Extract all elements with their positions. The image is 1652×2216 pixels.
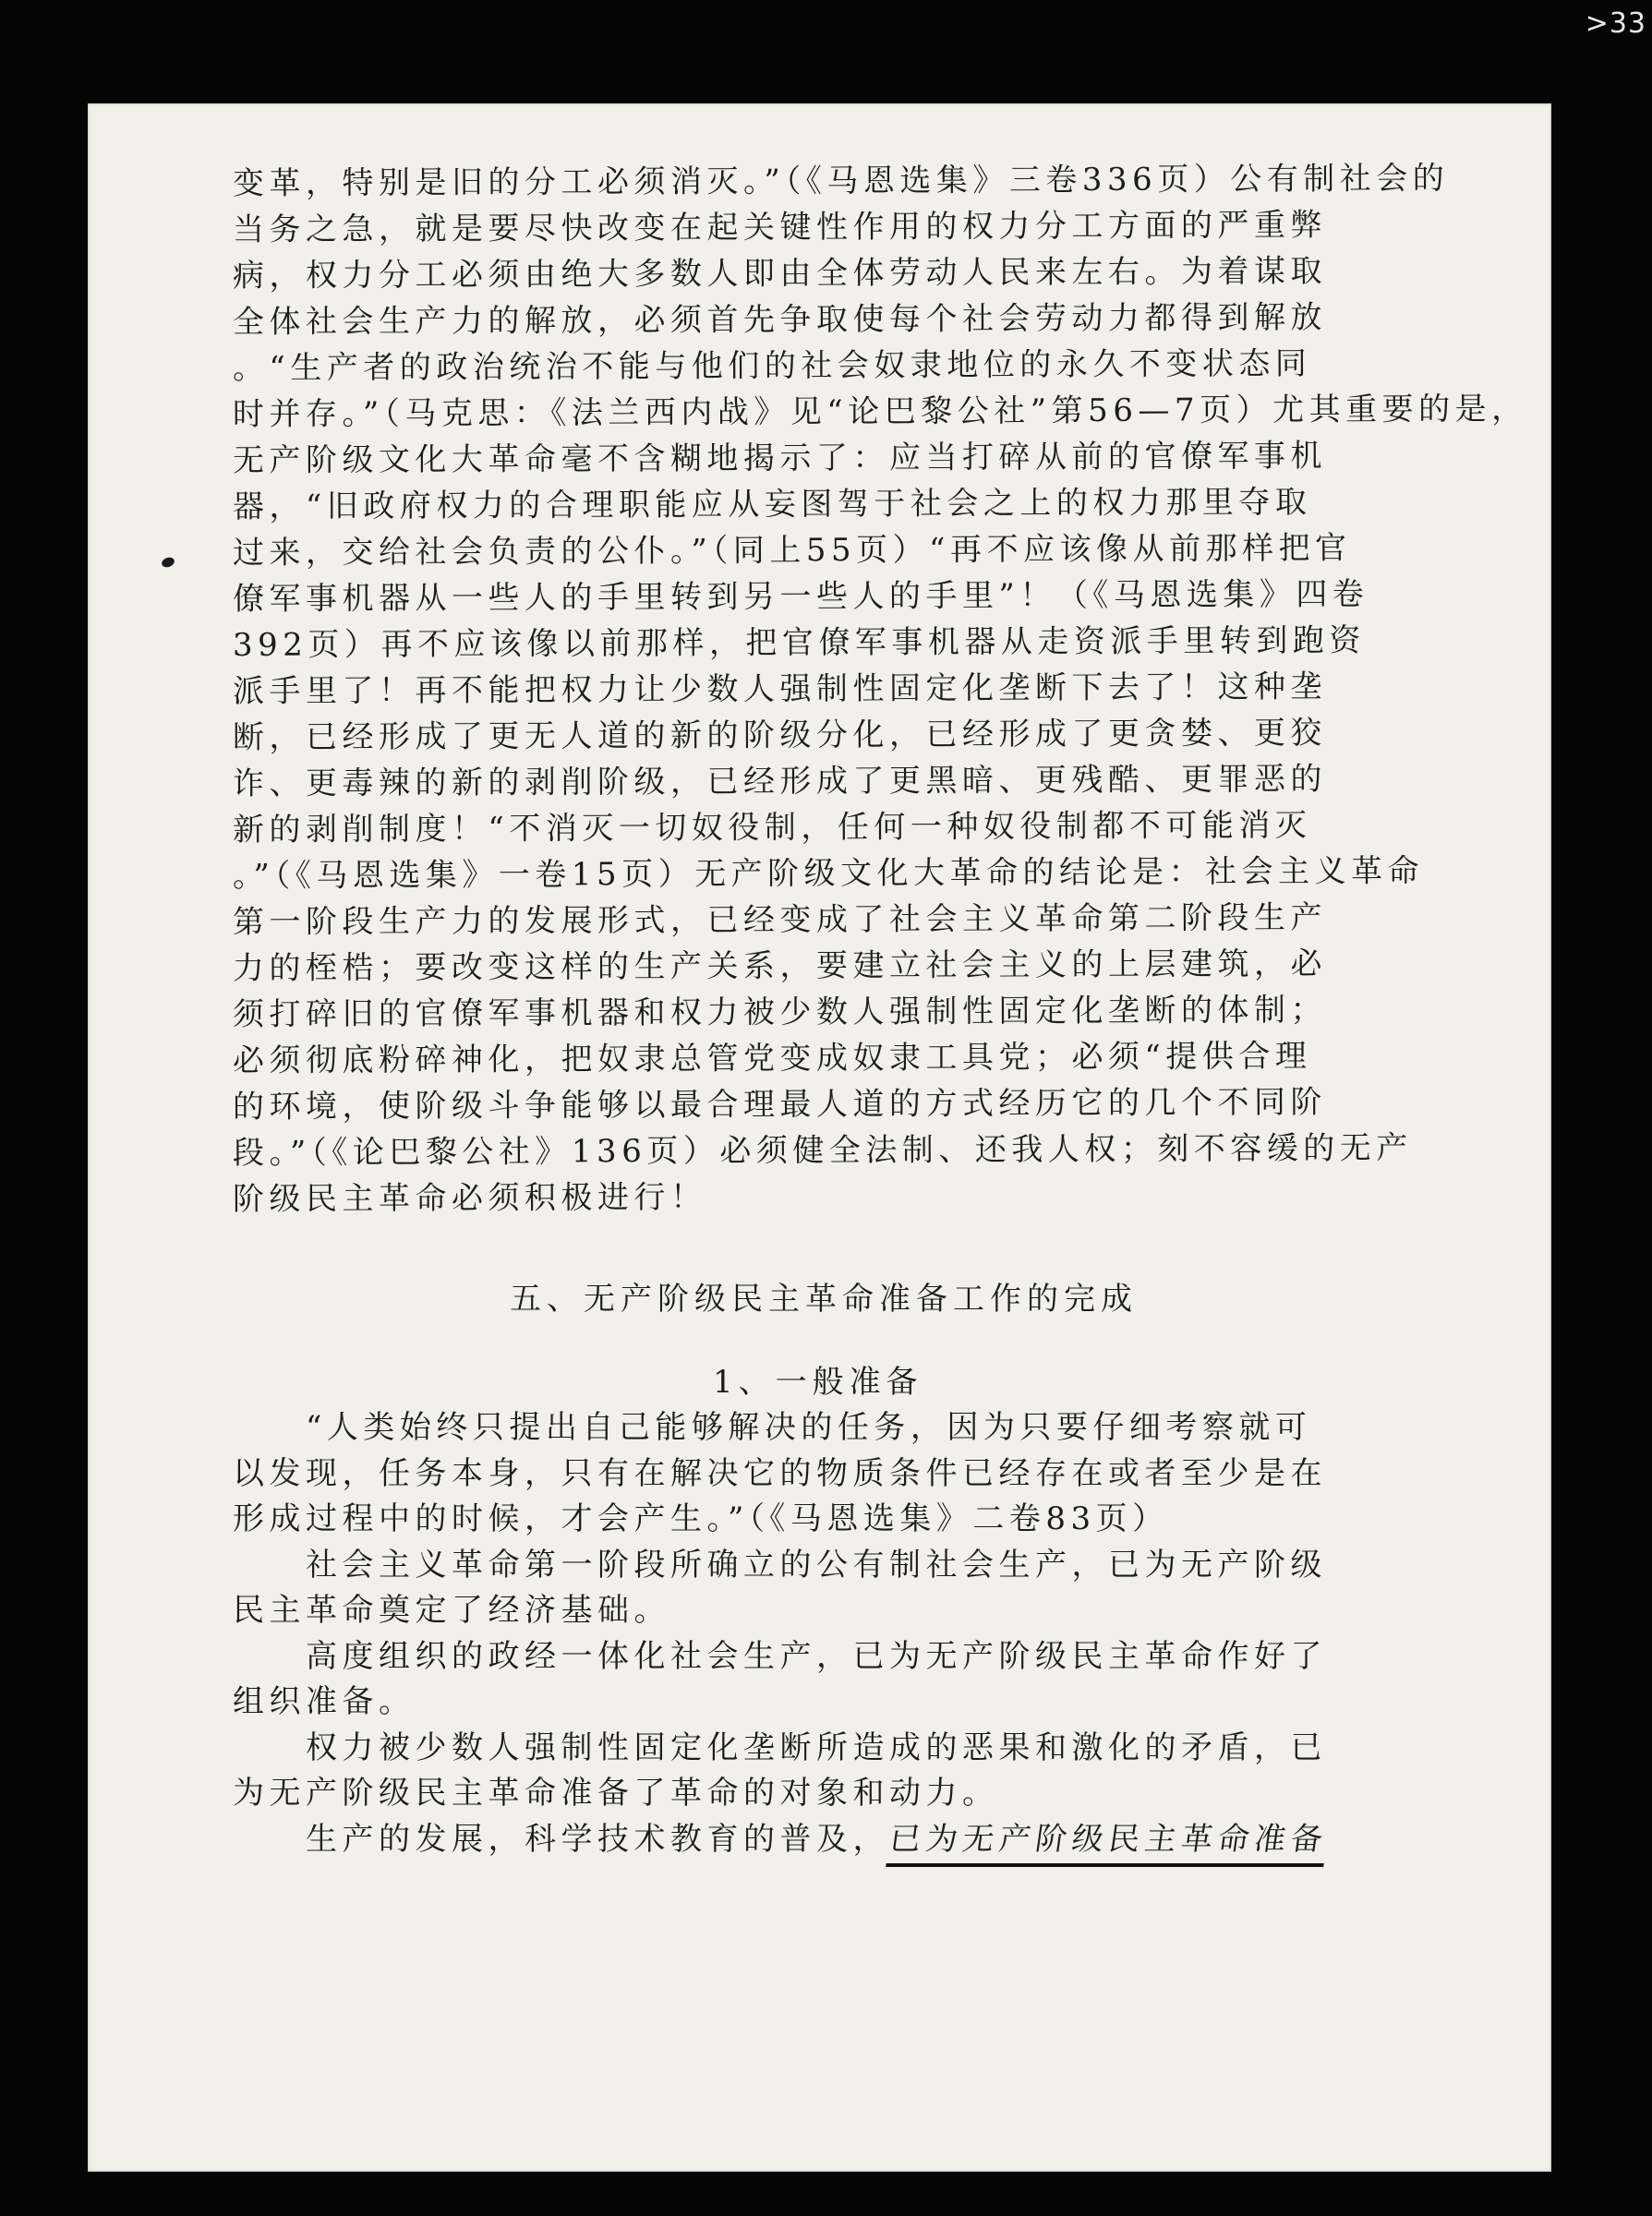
text-line: 必须彻底粉碎神化，把奴隶总管党变成奴隶工具党；必须“提供合理 (232, 1037, 1312, 1079)
text-line: 权力被少数人强制性固定化垄断所造成的恶果和激化的矛盾，已 (233, 1728, 1327, 1766)
text-line: 无产阶级文化大革命毫不含糊地揭示了：应当打碎从前的官僚军事机 (232, 437, 1328, 479)
text-line: 392页）再不应该像以前那样，把官僚军事机器从走资派手里转到跑资 (232, 621, 1366, 664)
text-line: 民主革命奠定了经济基础。 (233, 1592, 670, 1629)
text-line: 力的桎梏；要改变这样的生产关系，要建立社会主义的上层建筑，必 (232, 945, 1328, 987)
text-line: 诈、更毒辣的新的剥削阶级，已经形成了更黑暗、更残酷、更罪恶的 (232, 760, 1328, 802)
text-line: 高度组织的政经一体化社会生产，已为无产阶级民主革命作好了 (233, 1637, 1327, 1675)
text-line: 变革，特别是旧的分工必须消灭。”（《马恩选集》三卷336页）公有制社会的 (232, 160, 1450, 202)
document-body (232, 160, 1528, 1866)
text-line: 当务之急，就是要尽快改变在起关键性作用的权力分工方面的严重弊 (232, 206, 1328, 248)
subsection-heading: 1、一般准备 (713, 1364, 923, 1401)
text-line: 僚军事机器从一些人的手里转到另一些人的手里”！（《马恩选集》四卷 (232, 575, 1369, 618)
text-line: 。”（《马恩选集》一卷15页）无产阶级文化大革命的结论是：社会主义革命 (232, 852, 1425, 895)
text-line: 以发现，任务本身，只有在解决它的物质条件已经存在或者至少是在 (233, 1454, 1327, 1492)
text-line: 阶级民主革命必须积极进行！ (232, 1178, 707, 1218)
text-line: 。“生产者的政治统治不能与他们的社会奴隶地位的永久不变状态同 (232, 344, 1312, 387)
text-line: 段。”（《论巴黎公社》136页）必须健全法制、还我人权；刻不容缓的无产 (232, 1129, 1413, 1172)
archive-page-number: >33 (1585, 7, 1646, 40)
text-line: 派手里了！再不能把权力让少数人强制性固定化垄断下去了！这种垄 (232, 668, 1328, 710)
text-line: 全体社会生产力的解放，必须首先争取使每个社会劳动力都得到解放 (232, 298, 1328, 341)
text-line: 器，“旧政府权力的合理职能应从妄图驾于社会之上的权力那里夺取 (232, 483, 1312, 525)
text-line-last (233, 1817, 1512, 1867)
section-continued-text (232, 160, 1528, 1222)
text-line: 病，权力分工必须由绝大多数人即由全体劳动人民来左右。为着谋取 (232, 252, 1328, 295)
scribbled-text: 已为无产阶级民主革命准备 (886, 1817, 1331, 1867)
text-line: 组织准备。 (233, 1683, 416, 1720)
last-line-text: 生产的发展，科学技术教育的普及， (233, 1820, 889, 1858)
text-line: 的环境，使阶级斗争能够以最合理最人道的方式经历它的几个不同阶 (232, 1083, 1328, 1126)
text-line: 新的剥削制度！“不消灭一切奴役制，任何一种奴役制都不可能消灭 (232, 806, 1312, 849)
text-line: “人类始终只提出自己能够解决的任务，因为只要仔细考察就可 (233, 1409, 1312, 1446)
text-line: 形成过程中的时候，才会产生。”（《马恩选集》二卷83页） (233, 1500, 1169, 1537)
text-line: 社会主义革命第一阶段所确立的公有制社会生产，已为无产阶级 (233, 1546, 1327, 1584)
section-five-text (233, 1405, 1512, 1866)
section-heading: 五、无产阶级民主革命准备工作的完成 (510, 1281, 1138, 1318)
text-line: 过来，交给社会负责的公仆。”（同上55页）“再不应该像从前那样把官 (232, 529, 1352, 572)
text-line: 断，已经形成了更无人道的新的阶级分化，已经形成了更贪婪、更狡 (232, 714, 1328, 756)
text-line: 第一阶段生产力的发展形式，已经变成了社会主义革命第二阶段生产 (232, 898, 1328, 941)
text-line: 时并存。”（马克思：《法兰西内战》见“论巴黎公社”第56—7页）尤其重要的是， (232, 390, 1528, 433)
text-line: 为无产阶级民主革命准备了革命的对象和动力。 (233, 1775, 999, 1812)
ink-blot (161, 556, 176, 569)
text-line: 须打碎旧的官僚军事机器和权力被少数人强制性固定化垄断的体制； (232, 991, 1328, 1033)
